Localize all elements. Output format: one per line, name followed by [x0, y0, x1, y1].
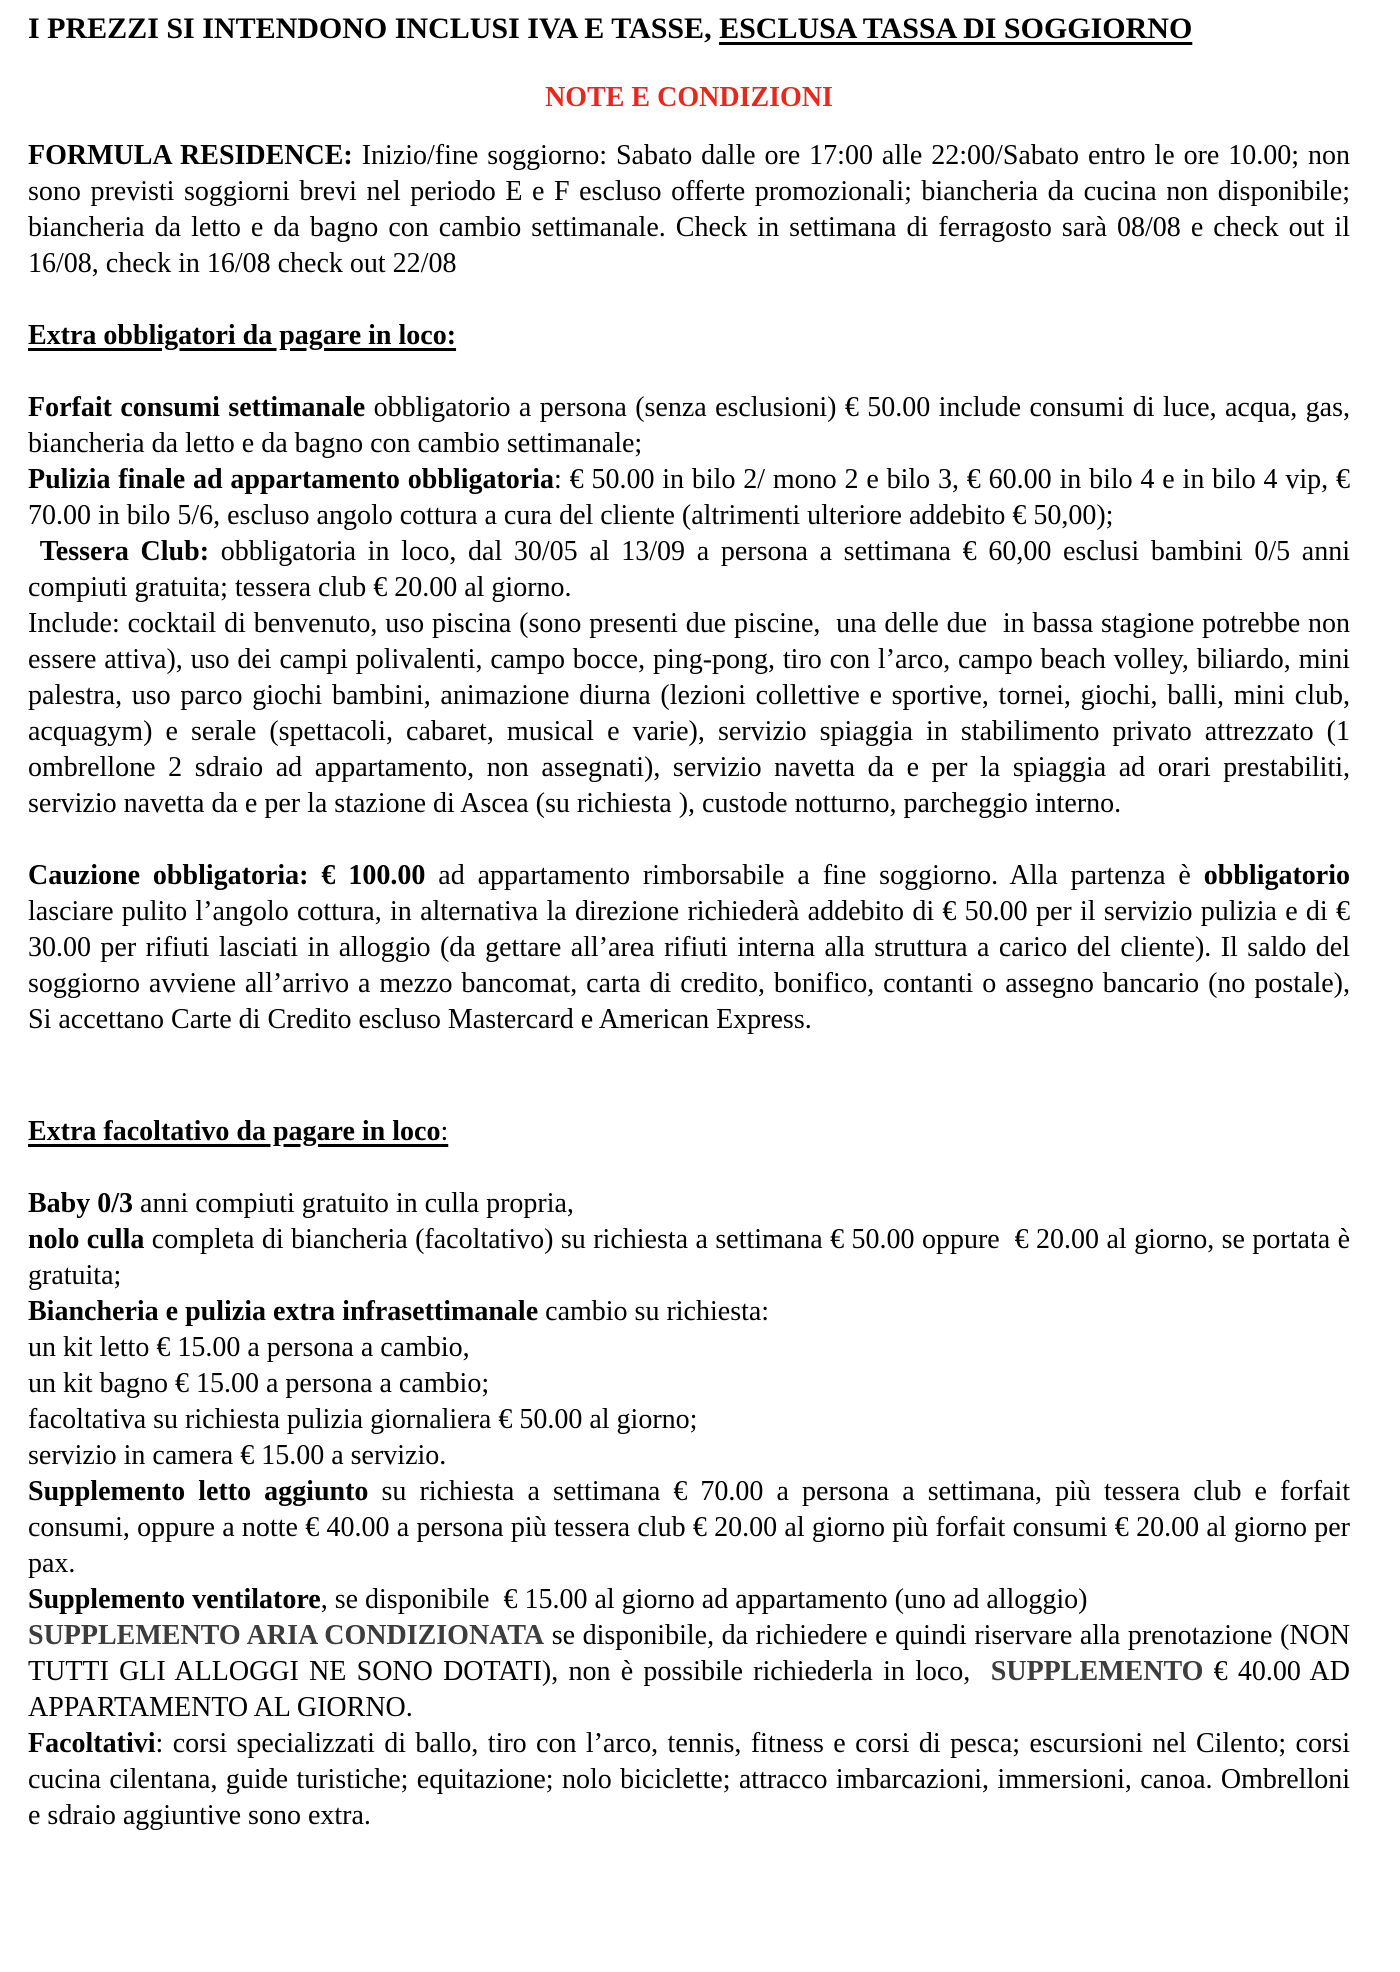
cauzione-obbligatorio-label: obbligatorio: [1203, 860, 1351, 891]
paragraph-tessera-club: [28, 534, 1358, 606]
paragraph-formula-residence: [28, 138, 1357, 282]
paragraph-include: [28, 606, 1357, 822]
kit-bagno-text: un kit bagno € 15.00 a persona a cambio;: [28, 1368, 490, 1399]
extra-facoltativo-heading-text: Extra facoltativo da pagare in loco: [28, 1116, 441, 1147]
line-kit-letto: [28, 1330, 1350, 1366]
facoltativi-text: : corsi specializzati di ballo, tiro con l’arco, tennis, fitness e corsi di pesca; escursioni nel Cilento; corsi cucina cilentana, guide turistiche; equitazione; nolo biciclette; attracco imbarcazioni, immersioni, canoa. Ombrelloni e sdraio aggiuntive sono extra.: [28, 1728, 1357, 1831]
include-text: Include: cocktail di benvenuto, uso piscina (sono presenti due piscine, una delle due in bassa stagione potrebbe non essere attiva), uso dei campi polivalenti, campo bocce, ping-pong, tiro con l’arco, campo beach volley, biliardo, mini palestra, uso parco giochi bambini, animazione diurna (lezioni collettive e sportive, tornei, giochi, balli, mini club, acquagym) e serale (spettacoli, cabaret, musical e varie), servizio spiaggia in stabilimento privato attrezzato (1 ombrellone 2 sdraio ad appartamento, non assegnati), servizio navetta da e per la spiaggia ad orari prestabiliti, servizio navetta da e per la stazione di Ascea (su richiesta ), custode notturno, parcheggio interno.: [28, 608, 1357, 819]
supplemento-ventilatore-text: , se disponibile € 15.00 al giorno ad appartamento (uno ad alloggio): [320, 1584, 1088, 1615]
paragraph-supplemento-ventilatore: [28, 1582, 1350, 1618]
supplemento-letto-label: Supplemento letto aggiunto: [28, 1476, 369, 1507]
paragraph-cauzione: [28, 858, 1358, 1038]
biancheria-extra-text: cambio su richiesta:: [538, 1296, 770, 1327]
servizio-camera-text: servizio in camera € 15.00 a servizio.: [28, 1440, 447, 1471]
paragraph-facoltativi: [28, 1726, 1357, 1834]
paragraph-supplemento-letto: [28, 1474, 1358, 1582]
biancheria-extra-label: Biancheria e pulizia extra infrasettimanale: [28, 1296, 539, 1327]
paragraph-baby: [28, 1186, 1350, 1222]
aria-condizionata-label: SUPPLEMENTO ARIA CONDIZIONATA: [28, 1620, 545, 1651]
line-servizio-camera: [28, 1438, 1350, 1474]
cauzione-text-2: lasciare pulito l’angolo cottura, in alternativa la direzione richiederà addebito di € 50.00 per il servizio pulizia e di € 30.00 per rifiuti lasciati in alloggio (da gettare all’area rifiuti interna alla struttura a carico del cliente). Il saldo del soggiorno avviene all’arrivo a mezzo bancomat, carta di credito, bonifico, contanti o assegno bancario (no postale), Si accettano Carte di Credito escluso Mastercard e American Express.: [28, 860, 1358, 1035]
formula-residence-label: FORMULA RESIDENCE:: [28, 140, 362, 171]
cauzione-text-1: ad appartamento rimborsabile a fine soggiorno. Alla partenza è: [425, 860, 1204, 891]
kit-letto-text: un kit letto € 15.00 a persona a cambio,: [28, 1332, 470, 1363]
spacer: [28, 282, 1350, 318]
document-title-text: I PREZZI SI INTENDONO INCLUSI IVA E TASSE,: [28, 12, 720, 45]
formula-residence-text: Inizio/fine soggiorno: Sabato dalle ore 17:00 alle 22:00/Sabato entro le ore 10.00; non sono previsti soggiorni brevi nel periodo E e F escluso offerte promozionali; biancheria da cucina non disponibile; biancheria da letto e da bagno con cambio settimanale. Check in settimana di ferragosto sarà 08/08 e check out il 16/08, check in 16/08 check out 22/08: [28, 140, 1357, 279]
document-title-underlined-text: ESCLUSA TASSA DI SOGGIORNO: [719, 12, 1193, 45]
paragraph-nolo-culla: [28, 1222, 1357, 1294]
heading-extra-obbligatori: [28, 318, 1350, 354]
forfait-consumi-text: obbligatorio a persona (senza esclusioni) € 50.00 include consumi di luce, acqua, gas, biancheria da letto e da bagno con cambio settimanale;: [28, 392, 1357, 459]
document-title: [28, 8, 1350, 50]
tessera-club-text: obbligatoria in loco, dal 30/05 al 13/09 a persona a settimana € 60,00 esclusi bambini 0/5 anni compiuti gratuita; tessera club € 20.00 al giorno.: [28, 536, 1358, 603]
spacer: [28, 822, 1350, 858]
heading-extra-facoltativo: [28, 1114, 1350, 1150]
pulizia-finale-label: Pulizia finale ad appartamento obbligatoria: [28, 464, 554, 495]
baby-label: Baby 0/3: [28, 1188, 134, 1219]
aria-condizionata-text-2: € 40.00 AD APPARTAMENTO AL GIORNO.: [28, 1656, 1356, 1723]
cauzione-label: Cauzione obbligatoria: € 100.00: [28, 860, 426, 891]
spacer: [28, 1038, 1350, 1114]
forfait-consumi-label: Forfait consumi settimanale: [28, 392, 366, 423]
nolo-culla-label: nolo culla: [28, 1224, 145, 1255]
supplemento-letto-text: su richiesta a settimana € 70.00 a persona a settimana, più tessera club e forfait consumi, oppure a notte € 40.00 a persona più tessera club € 20.00 al giorno più forfait consumi € 20.00 al giorno per pax.: [28, 1476, 1358, 1579]
aria-condizionata-supplemento-label: SUPPLEMENTO: [990, 1656, 1204, 1687]
pulizia-finale-text: : € 50.00 in bilo 2/ mono 2 e bilo 3, € 60.00 in bilo 4 e in bilo 4 vip, € 70.00 in bilo 5/6, escluso angolo cottura a cura del cliente (altrimenti ulteriore addebito € 50,00);: [28, 464, 1364, 531]
spacer: [28, 1150, 1350, 1186]
note-e-condizioni-heading: NOTE E CONDIZIONI: [545, 82, 833, 113]
line-kit-bagno: [28, 1366, 1350, 1402]
supplemento-ventilatore-label: Supplemento ventilatore: [28, 1584, 321, 1615]
line-pulizia-giornaliera: [28, 1402, 1350, 1438]
spacer: [28, 354, 1350, 390]
paragraph-biancheria-extra: [28, 1294, 1350, 1330]
pulizia-giornaliera-text: facoltativa su richiesta pulizia giornaliera € 50.00 al giorno;: [28, 1404, 698, 1435]
extra-facoltativo-heading-colon: :: [440, 1116, 449, 1147]
baby-text: anni compiuti gratuito in culla propria,: [133, 1188, 574, 1219]
paragraph-forfait-consumi: [28, 390, 1357, 462]
paragraph-pulizia-finale: [28, 462, 1364, 534]
nolo-culla-text: completa di biancheria (facoltativo) su richiesta a settimana € 50.00 oppure € 20.00 al giorno, se portata è gratuita;: [28, 1224, 1357, 1291]
paragraph-aria-condizionata: [28, 1618, 1357, 1726]
extra-obbligatori-heading-text: Extra obbligatori da pagare in loco:: [28, 320, 457, 351]
aria-condizionata-text-1: se disponibile, da richiedere e quindi riservare alla prenotazione (NON TUTTI GLI ALLOGGI NE SONO DOTATI), non è possibile richiederla in loco,: [28, 1620, 1357, 1687]
tessera-club-label: Tessera Club:: [28, 536, 221, 567]
facoltativi-label: Facoltativi: [28, 1728, 156, 1759]
